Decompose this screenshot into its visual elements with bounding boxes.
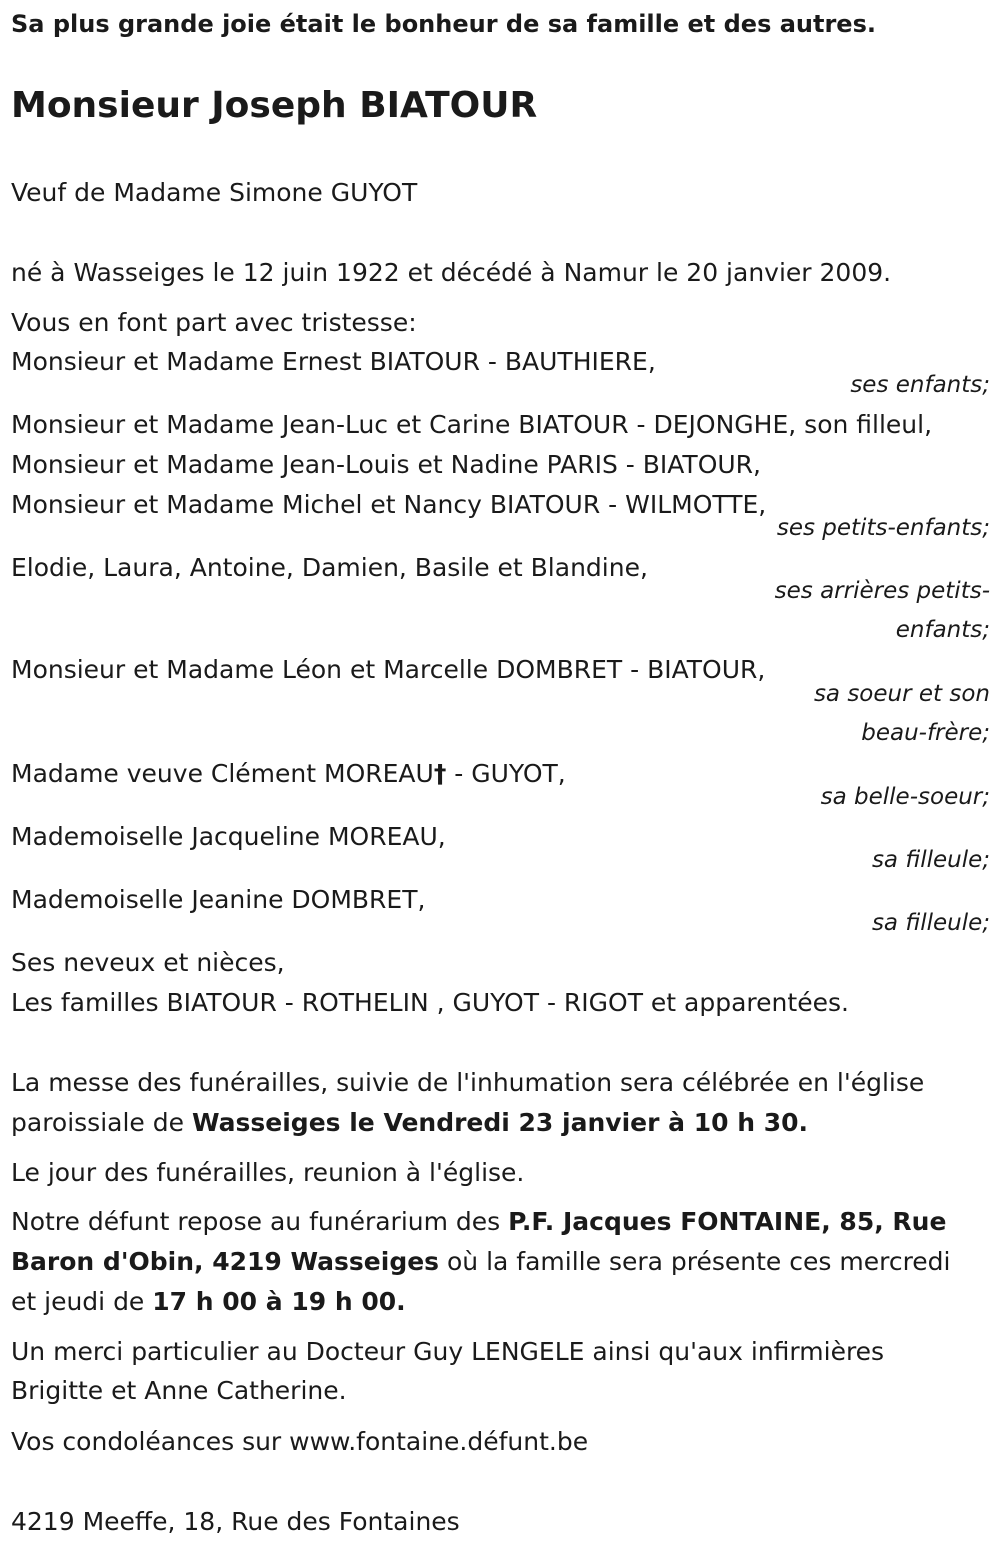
- relation-label: ses arrières petits-: [774, 578, 990, 604]
- family-line: Monsieur et Madame Jean-Luc et Carine BIATOUR - DEJONGHE, son filleul,: [11, 410, 933, 439]
- address-line: 4219 Meeffe, 18, Rue des Fontaines: [11, 1507, 460, 1536]
- family-line: Monsieur et Madame Michel et Nancy BIATOUR - WILMOTTE,: [11, 490, 767, 519]
- deceased-name: Monsieur Joseph BIATOUR: [11, 85, 538, 126]
- quote: Sa plus grande joie était le bonheur de sa famille et des autres.: [11, 10, 876, 38]
- rest-mid: où la famille sera présente ces mercredi: [439, 1247, 951, 1276]
- rest-line-2: [11, 1246, 951, 1278]
- family-line: Mademoiselle Jeanine DOMBRET,: [11, 885, 426, 914]
- family-line: [11, 758, 566, 790]
- rest-days: et jeudi de: [11, 1287, 153, 1316]
- widower-line: Veuf de Madame Simone GUYOT: [11, 178, 418, 207]
- family-line: Elodie, Laura, Antoine, Damien, Basile et Blandine,: [11, 553, 648, 582]
- family-line: Mademoiselle Jacqueline MOREAU,: [11, 822, 446, 851]
- relation-label: ses enfants;: [850, 372, 990, 398]
- birth-death-line: né à Wasseiges le 12 juin 1922 et décédé à Namur le 20 janvier 2009.: [11, 258, 892, 287]
- cross-icon: †: [433, 759, 447, 788]
- relation-label: ses petits-enfants;: [776, 515, 990, 541]
- relation-label: sa filleule;: [871, 910, 990, 936]
- family-name-suffix: - GUYOT,: [446, 759, 566, 788]
- visiting-hours: 17 h 00 à 19 h 00.: [152, 1287, 406, 1316]
- family-line: Les familles BIATOUR - ROTHELIN , GUYOT - RIGOT et apparentées.: [11, 988, 849, 1017]
- family-line: Monsieur et Madame Jean-Louis et Nadine PARIS - BIATOUR,: [11, 450, 761, 479]
- thanks-line-1: Un merci particulier au Docteur Guy LENGELE ainsi qu'aux infirmières: [11, 1337, 885, 1366]
- family-line: Monsieur et Madame Léon et Marcelle DOMBRET - BIATOUR,: [11, 655, 766, 684]
- relation-label: sa filleule;: [871, 847, 990, 873]
- mass-line-2: [11, 1107, 808, 1139]
- relation-label: sa belle-soeur;: [820, 784, 990, 810]
- relation-label: enfants;: [895, 617, 990, 643]
- rest-prefix: Notre défunt repose au funérarium des: [11, 1207, 509, 1236]
- thanks-line-2: Brigitte et Anne Catherine.: [11, 1376, 347, 1405]
- relation-label: beau-frère;: [861, 720, 990, 746]
- relation-label: sa soeur et son: [813, 681, 990, 707]
- rest-line-1: [11, 1206, 946, 1238]
- family-line: Ses neveux et nièces,: [11, 948, 285, 977]
- mass-line-1: La messe des funérailles, suivie de l'inhumation sera célébrée en l'église: [11, 1068, 925, 1097]
- family-line: Monsieur et Madame Ernest BIATOUR - BAUTHIERE,: [11, 347, 656, 376]
- rest-line-3: [11, 1286, 406, 1318]
- condolences-line: Vos condoléances sur www.fontaine.défunt.be: [11, 1427, 589, 1456]
- mass-details: Wasseiges le Vendredi 23 janvier à 10 h 30.: [191, 1108, 808, 1137]
- meeting-line: Le jour des funérailles, reunion à l'église.: [11, 1158, 525, 1187]
- funeral-home: P.F. Jacques FONTAINE, 85, Rue: [508, 1207, 947, 1236]
- funeral-home-address: Baron d'Obin, 4219 Wasseiges: [11, 1247, 440, 1276]
- announce-line: Vous en font part avec tristesse:: [11, 308, 417, 337]
- family-name-text: Madame veuve Clément MOREAU: [11, 759, 434, 788]
- mass-prefix: paroissiale de: [11, 1108, 192, 1137]
